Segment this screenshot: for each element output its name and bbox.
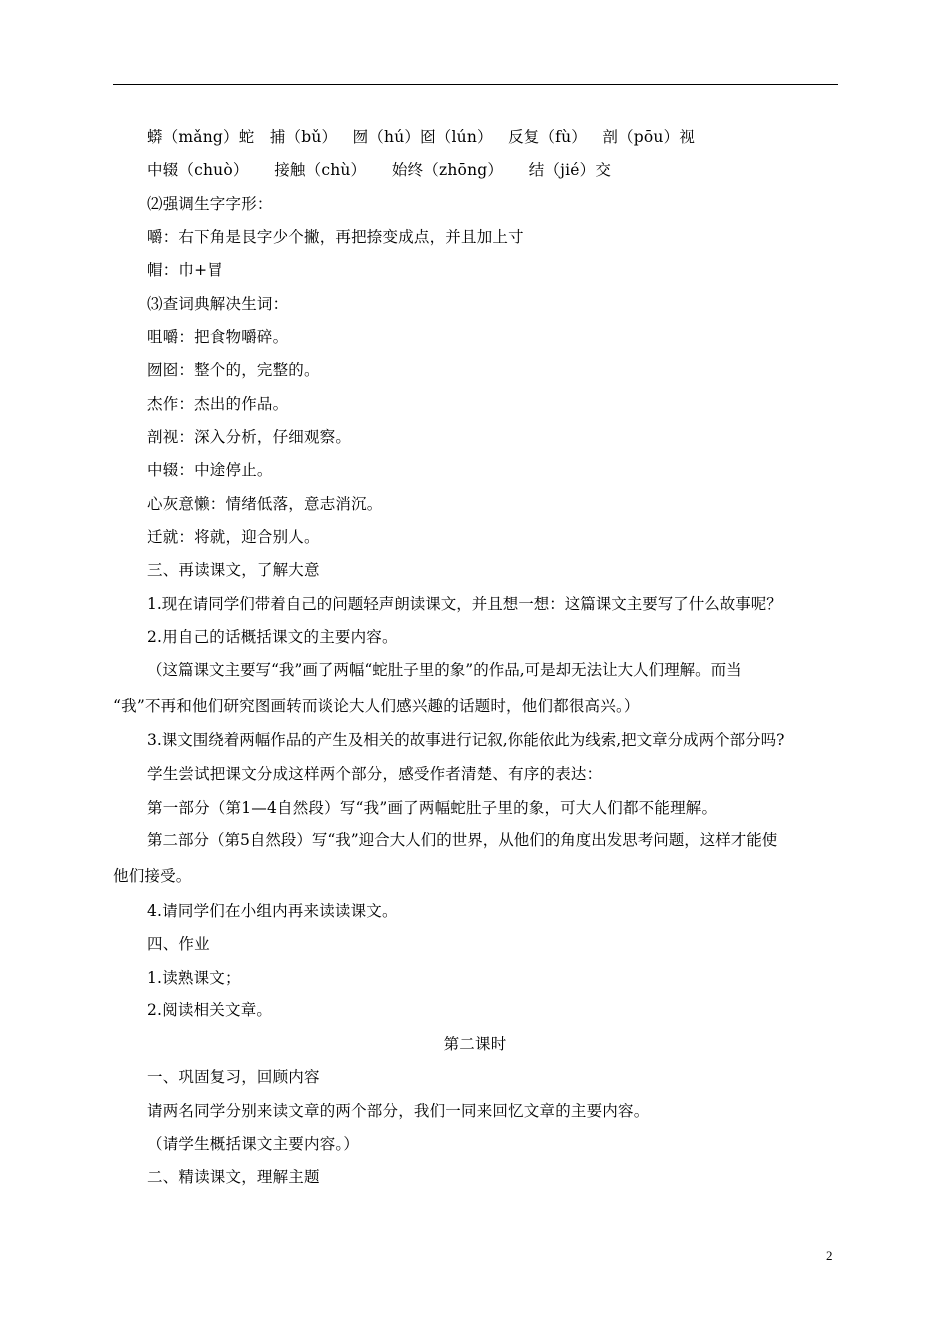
- definition-line: 剖视：深入分析，仔细观察。: [147, 428, 352, 446]
- text-line: 3.课文围绕着两幅作品的产生及相关的故事进行记叙,你能依此为线索,把文章分成两个部分吗?: [147, 731, 785, 749]
- text-line: 4.请同学们在小组内再来读读课文。: [147, 902, 398, 920]
- section-heading: 二、精读课文，理解主题: [147, 1168, 320, 1186]
- text-line: “我”不再和他们研究图画转而谈论大人们感兴趣的话题时，他们都很高兴。）: [113, 697, 640, 715]
- text-line: 帽：巾+冒: [147, 261, 223, 279]
- text-line: 他们接受。: [113, 867, 192, 885]
- text-line: 嚼：右下角是艮字少个撇，再把捺变成点，并且加上寸: [147, 228, 524, 246]
- subsection-heading: ⑶查词典解决生词：: [147, 295, 289, 313]
- definition-line: 迁就：将就，迎合别人。: [147, 528, 320, 546]
- pinyin-line-1: 蟒（mǎng）蛇 捕（bǔ） 囫（hú）囵（lún） 反复（fù） 剖（pōu）视: [147, 128, 696, 146]
- text-line: 请两名同学分别来读文章的两个部分，我们一同来回忆文章的主要内容。: [147, 1102, 650, 1120]
- section-heading: 四、作业: [147, 935, 210, 953]
- pinyin-line-2: 中辍（chuò） 接触（chù） 始终（zhōng） 结（jié）交: [147, 161, 612, 179]
- text-line: （这篇课文主要写“我”画了两幅“蛇肚子里的象”的作品,可是却无法让大人们理解。而当: [147, 661, 742, 679]
- section-heading: 一、巩固复习，回顾内容: [147, 1068, 320, 1086]
- text-line: 1.读熟课文；: [147, 969, 241, 987]
- header-rule: [113, 84, 838, 85]
- text-line: （请学生概括课文主要内容。）: [147, 1135, 360, 1153]
- text-line: 学生尝试把课文分成这样两个部分，感受作者清楚、有序的表达：: [147, 765, 603, 783]
- definition-line: 心灰意懒：情绪低落，意志消沉。: [147, 495, 383, 513]
- definition-line: 中辍：中途停止。: [147, 461, 273, 479]
- text-line: 第一部分（第1—4自然段）写“我”画了两幅蛇肚子里的象，可大人们都不能理解。: [147, 799, 718, 817]
- definition-line: 囫囵：整个的，完整的。: [147, 361, 320, 379]
- definition-line: 杰作：杰出的作品。: [147, 395, 289, 413]
- text-line: 2.阅读相关文章。: [147, 1001, 273, 1019]
- lesson-title: 第二课时: [443, 1035, 507, 1053]
- text-line: 第二部分（第5自然段）写“我”迎合大人们的世界，从他们的角度出发思考问题，这样才能使: [147, 831, 778, 849]
- text-line: 1.现在请同学们带着自己的问题轻声朗读课文，并且想一想：这篇课文主要写了什么故事呢？: [147, 595, 782, 613]
- page-number: 2: [826, 1248, 833, 1263]
- section-heading: 三、再读课文，了解大意: [147, 561, 320, 579]
- text-line: 2.用自己的话概括课文的主要内容。: [147, 628, 398, 646]
- subsection-heading: ⑵强调生字字形：: [147, 195, 273, 213]
- definition-line: 咀嚼：把食物嚼碎。: [147, 328, 289, 346]
